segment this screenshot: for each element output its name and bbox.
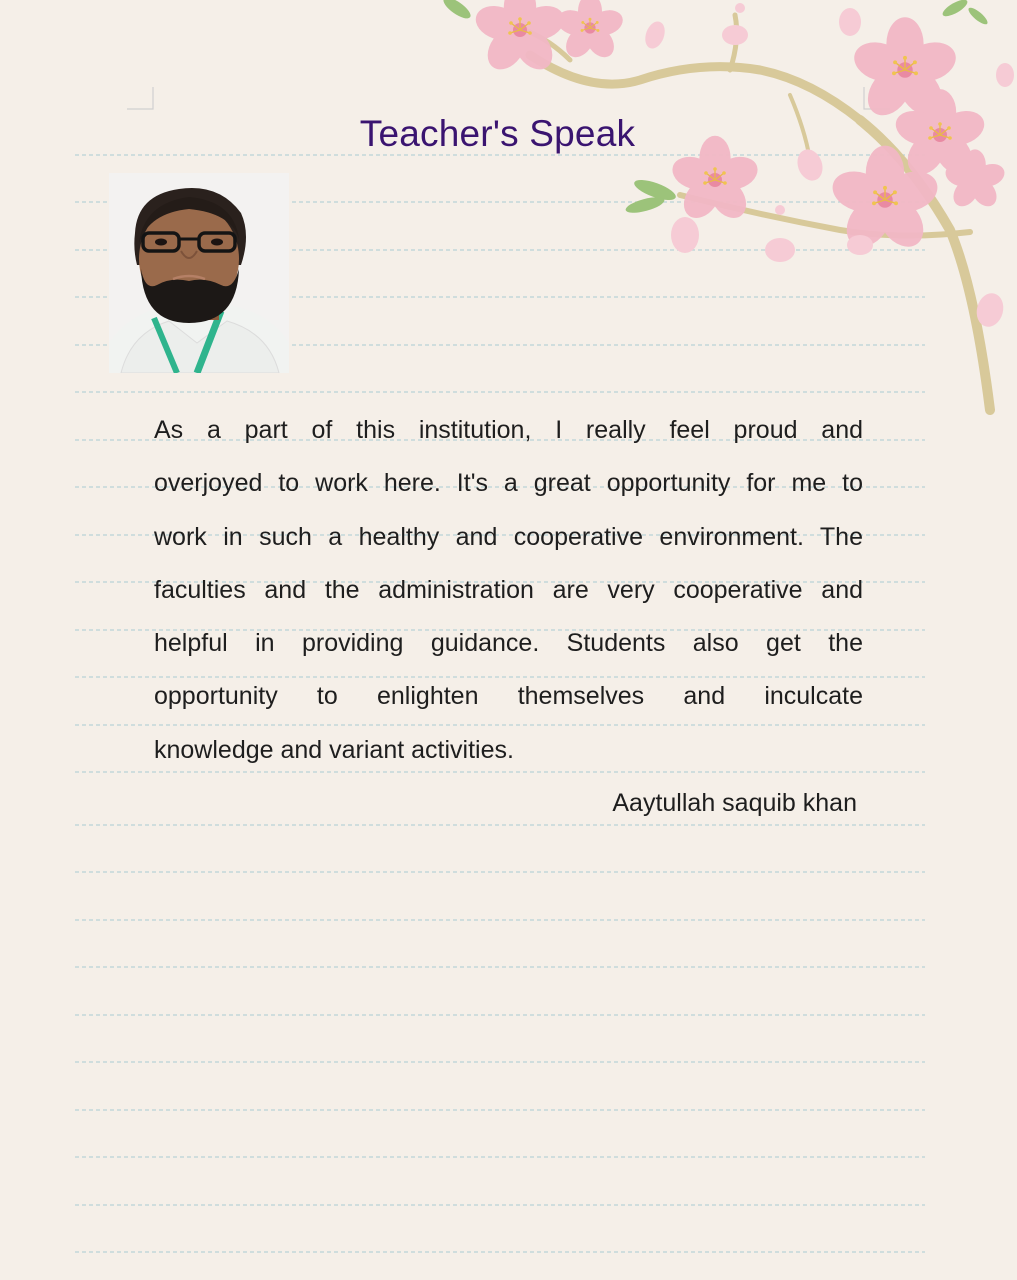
- teacher-portrait-illustration: [109, 173, 289, 373]
- paragraph-line: opportunity to enlighten themselves and inculcate: [154, 682, 863, 711]
- paragraph-line: helpful in providing guidance. Students also get the: [154, 629, 863, 658]
- page-title: Teacher's Speak: [359, 113, 636, 154]
- paragraph-line: overjoyed to work here. It's a great opportunity for me to: [154, 469, 863, 498]
- speech-paragraph: [154, 404, 863, 777]
- teacher-photo: [109, 173, 289, 373]
- paragraph-line: faculties and the administration are very cooperative and: [154, 575, 863, 604]
- paragraph-line: work in such a healthy and cooperative environment. The: [154, 522, 863, 551]
- paragraph-line: As a part of this institution, I really feel proud and: [154, 416, 863, 444]
- paragraph-line: knowledge and variant activities.: [154, 735, 514, 764]
- teacher-signature: Aaytullah saquib khan: [612, 789, 857, 817]
- cherry-blossom-branch: [430, 0, 1017, 420]
- crop-mark-left: [125, 85, 157, 113]
